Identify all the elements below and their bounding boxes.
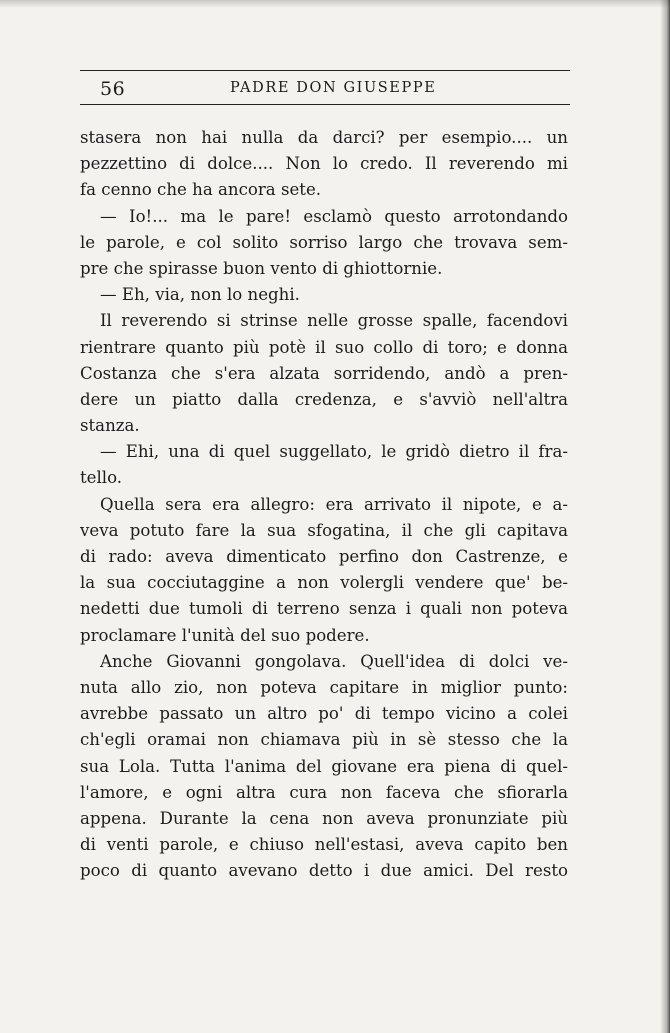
text-line: pre che spirasse buon vento di ghiottornie. [80,258,443,278]
text-line: proclamare l'unità del suo podere. [80,625,370,645]
text-line: — Io!... ma le pare! esclamò questo arrotondando [100,206,568,226]
text-line: Anche Giovanni gongolava. Quell'idea di dolci ve- [100,651,568,671]
text-line: — Ehi, una di quel suggellato, le gridò dietro il fra- [100,442,568,462]
text-line: Quella sera era allegro: era arrivato il nipote, e a- [100,494,568,514]
text-line: l'amore, e ogni altra cura non faceva che sfiorarla [80,782,568,802]
text-line: fa cenno che ha ancora sete. [80,180,322,200]
text-line: nedetti due tumoli di terreno senza i quali non poteva [80,599,568,619]
text-line: Costanza che s'era alzata sorridendo, andò a pren- [80,363,568,383]
text-line: stasera non hai nulla da darci? per esempio.... un [80,128,568,147]
text-line: nuta allo zio, non poteva capitare in miglior punto: [80,677,568,697]
text-line: le parole, e col solito sorriso largo che trovava sem- [80,232,568,252]
header-rule-bottom [80,104,570,105]
text-line: dere un piatto dalla credenza, e s'avviò nell'altra [80,389,568,409]
text-line: avrebbe passato un altro po' di tempo vicino a colei [80,704,568,724]
page-edge-shadow-right [660,0,670,1033]
text-line: ch'egli oramai non chiamava più in sè stesso che la [80,730,568,750]
header-rule-top [80,70,570,71]
text-line: Il reverendo si strinse nelle grosse spalle, facendovi [100,311,568,331]
text-line: di venti parole, e chiuso nell'estasi, aveva capito ben [80,835,568,855]
text-line: appena. Durante la cena non aveva pronunziate più [80,808,568,828]
page-edge-shadow-top [0,0,670,8]
text-line: di rado: aveva dimenticato perfino don Castrenze, e [80,547,568,566]
text-line: rientrare quanto più potè il suo collo di toro; e donna [80,337,568,357]
text-line: pezzettino di dolce.... Non lo credo. Il reverendo mi [80,154,568,174]
running-header [80,70,570,110]
text-line: sua Lola. Tutta l'anima del giovane era piena di quel- [80,756,568,776]
body-text [80,125,568,905]
text-line: la sua cocciutaggine a non volergli vendere que' be- [80,573,568,593]
text-line: — Eh, via, non lo neghi. [100,285,300,305]
text-line: stanza. [80,416,140,436]
page-number: 56 [100,78,126,100]
running-title: PADRE DON GIUSEPPE [230,80,437,96]
text-line: poco di quanto avevano detto i due amici. Del resto [80,861,568,881]
text-line: veva potuto fare la sua sfogatina, il che gli capitava [80,520,568,540]
text-line: tello. [80,468,123,488]
